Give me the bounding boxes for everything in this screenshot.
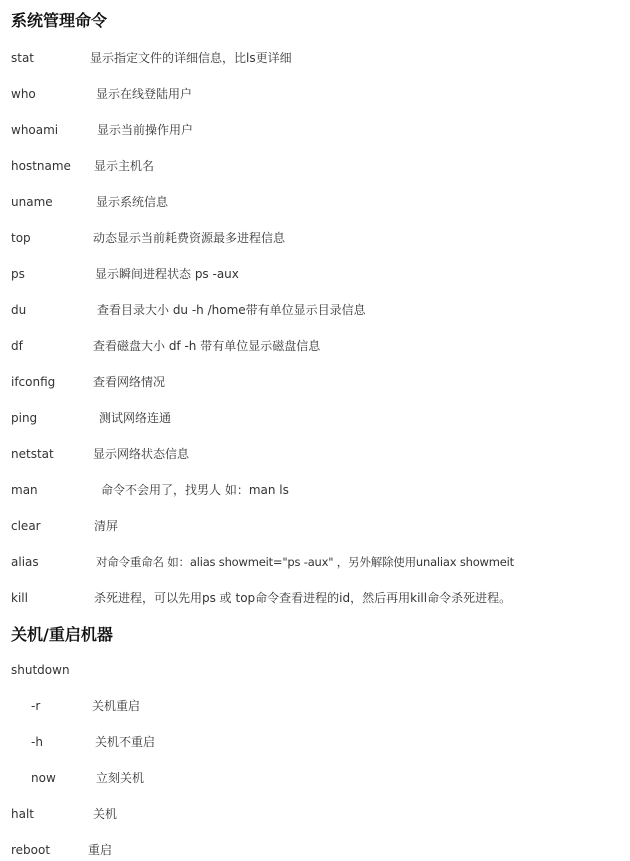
command-description: 查看目录大小 du -h /home带有单位显示目录信息 — [97, 303, 366, 317]
command-name: who — [11, 87, 36, 101]
command-row-ifconfig — [0, 372, 630, 392]
command-name: kill — [11, 591, 28, 605]
command-row-alias — [0, 552, 630, 572]
command-name: reboot — [11, 843, 51, 857]
command-name: whoami — [11, 123, 59, 137]
section-title-system-admin: 系统管理命令 — [11, 11, 108, 30]
command-description: 关机不重启 — [95, 735, 156, 749]
command-description: 显示在线登陆用户 — [96, 87, 193, 101]
command-description: 对命令重命名 如：alias showmeit="ps -aux" ，另外解除使用unaliax showmeit — [96, 555, 514, 569]
command-description: 显示系统信息 — [96, 195, 169, 209]
command-option: -r — [31, 699, 41, 713]
command-name: alias — [11, 555, 39, 569]
command-row-ping — [0, 408, 630, 428]
command-description: 重启 — [88, 843, 113, 857]
command-row-kill — [0, 588, 630, 608]
command-name: du — [11, 303, 27, 317]
section-title-shutdown-reboot: 关机/重启机器 — [11, 625, 113, 644]
command-name: stat — [11, 51, 35, 65]
command-row-whoami — [0, 120, 630, 140]
command-description: 显示网络状态信息 — [93, 447, 190, 461]
command-row-shutdown — [0, 660, 630, 680]
command-description: 查看磁盘大小 df -h 带有单位显示磁盘信息 — [93, 339, 321, 353]
command-row-shutdown-now — [0, 768, 630, 788]
command-name: shutdown — [11, 663, 70, 677]
command-name: ps — [11, 267, 25, 281]
command-row-df — [0, 336, 630, 356]
command-description: 杀死进程，可以先用ps 或 top命令查看进程的id，然后再用kill命令杀死进程。 — [94, 591, 512, 605]
command-row-shutdown-h — [0, 732, 630, 752]
command-name: top — [11, 231, 31, 245]
command-name: man — [11, 483, 38, 497]
command-description: 显示指定文件的详细信息，比ls更详细 — [90, 51, 292, 65]
command-description: 关机 — [93, 807, 118, 821]
command-row-who — [0, 84, 630, 104]
command-description: 关机重启 — [92, 699, 141, 713]
command-description: 测试网络连通 — [99, 411, 172, 425]
command-name: halt — [11, 807, 34, 821]
command-row-stat — [0, 48, 630, 68]
command-description: 命令不会用了，找男人 如：man ls — [101, 483, 289, 497]
command-row-top — [0, 228, 630, 248]
command-row-uname — [0, 192, 630, 212]
command-name: clear — [11, 519, 41, 533]
command-name: ping — [11, 411, 38, 425]
command-name: ifconfig — [11, 375, 56, 389]
command-description: 清屏 — [94, 519, 119, 533]
command-option: -h — [31, 735, 43, 749]
command-row-du — [0, 300, 630, 320]
command-row-clear — [0, 516, 630, 536]
command-name: netstat — [11, 447, 54, 461]
command-option: now — [31, 771, 56, 785]
command-row-ps — [0, 264, 630, 284]
command-description: 动态显示当前耗费资源最多进程信息 — [93, 231, 286, 245]
command-description: 显示当前操作用户 — [97, 123, 194, 137]
command-row-hostname — [0, 156, 630, 176]
command-name: uname — [11, 195, 53, 209]
command-name: df — [11, 339, 23, 353]
command-description: 显示瞬间进程状态 ps -aux — [95, 267, 239, 281]
command-row-reboot — [0, 840, 630, 860]
command-description: 立刻关机 — [96, 771, 145, 785]
command-row-netstat — [0, 444, 630, 464]
command-row-shutdown-r — [0, 696, 630, 716]
command-description: 查看网络情况 — [93, 375, 166, 389]
command-row-man — [0, 480, 630, 500]
command-row-halt — [0, 804, 630, 824]
command-name: hostname — [11, 159, 71, 173]
command-description: 显示主机名 — [94, 159, 155, 173]
